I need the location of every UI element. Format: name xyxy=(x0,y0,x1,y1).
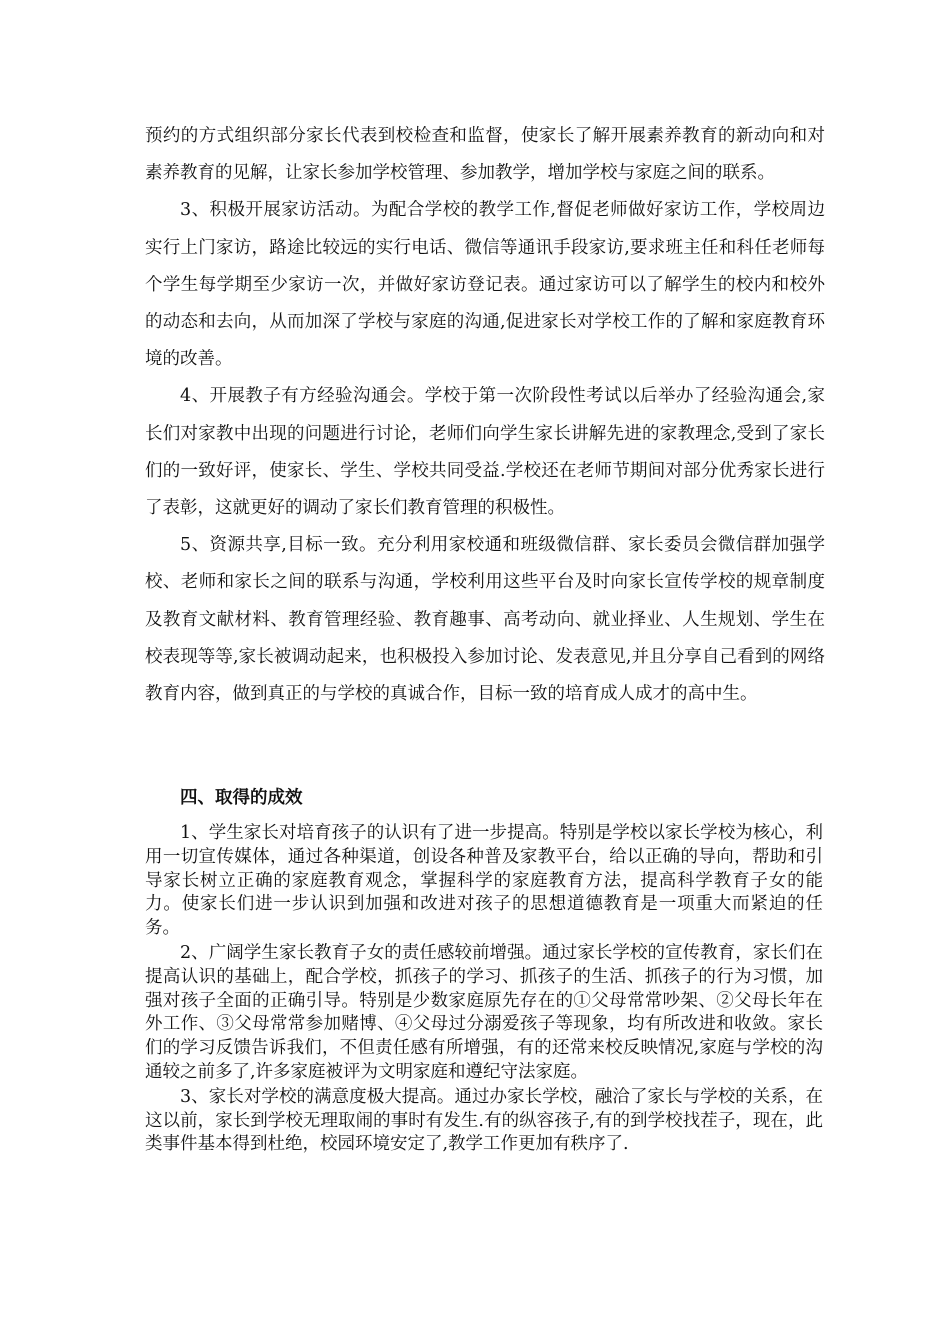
result-paragraph-2: 2、广阔学生家长教育子女的责任感较前增强。通过家长学校的宣传教育，家长们在提高认识的基础上，配合学校，抓孩子的学习、抓孩子的生活、抓孩子的行为习惯，加强对孩子全面的正确引导。特别是少数家庭原先存在的①父母常常吵架、②父母长年在外工作、③父母常常参加赌博、④父母过分溺爱孩子等现象，均有所改进和收敛。家长们的学习反馈告诉我们，不但责任感有所增强，有的还常来校反映情况,家庭与学校的沟通较之前多了,许多家庭被评为文明家庭和遵纪守法家庭。 xyxy=(145,942,823,1082)
section-heading: 四、取得的成效 xyxy=(180,788,303,808)
result-paragraph-1: 1、学生家长对培育孩子的认识有了进一步提高。特别是学校以家长学校为核心，利用一切宣传媒体，通过各种渠道，创设各种普及家教平台，给以正确的导向，帮助和引导家长树立正确的家庭教育观念，掌握科学的家庭教育方法，提高科学教育子女的能力。使家长们进一步认识到加强和改进对孩子的思想道德教育是一项重大而紧迫的任务。 xyxy=(145,823,823,939)
experience-meeting-paragraph: 4、开展教子有方经验沟通会。学校于第一次阶段性考试以后举办了经验沟通会,家长们对家教中出现的问题进行讨论，老师们向学生家长讲解先进的家教理念,受到了家长们的一致好评，使家长、学生、学校共同受益.学校还在老师节期间对部分优秀家长进行了表彰，这就更好的调动了家长们教育管理的积极性。 xyxy=(145,386,825,519)
intro-paragraph: 预约的方式组织部分家长代表到校检查和监督，使家长了解开展素养教育的新动向和对素养教育的见解，让家长参加学校管理、参加教学，增加学校与家庭之间的联系。 xyxy=(145,126,825,184)
activities-section xyxy=(145,118,825,713)
results-section xyxy=(145,822,823,1158)
resource-sharing-paragraph: 5、资源共享,目标一致。充分利用家校通和班级微信群、家长委员会微信群加强学校、老师和家长之间的联系与沟通，学校利用这些平台及时向家长宣传学校的规章制度及教育文献材料、教育管理经验、教育趣事、高考动向、就业择业、人生规划、学生在校表现等等,家长被调动起来，也积极投入参加讨论、发表意见,并且分享自己看到的网络教育内容，做到真正的与学校的真诚合作，目标一致的培育成人成才的高中生。 xyxy=(145,535,825,705)
result-paragraph-3: 3、家长对学校的满意度极大提高。通过办家长学校，融洽了家长与学校的关系，在这以前，家长到学校无理取闹的事时有发生.有的纵容孩子,有的到学校找茬子，现在，此类事件基本得到杜绝，校园环境安定了,教学工作更加有秩序了. xyxy=(145,1086,823,1155)
home-visit-paragraph: 3、积极开展家访活动。为配合学校的教学工作,督促老师做好家访工作，学校周边实行上门家访，路途比较远的实行电话、微信等通讯手段家访,要求班主任和科任老师每个学生每学期至少家访一次，并做好家访登记表。通过家访可以了解学生的校内和校外的动态和去向，从而加深了学校与家庭的沟通,促进家长对学校工作的了解和家庭教育环境的改善。 xyxy=(145,200,825,370)
